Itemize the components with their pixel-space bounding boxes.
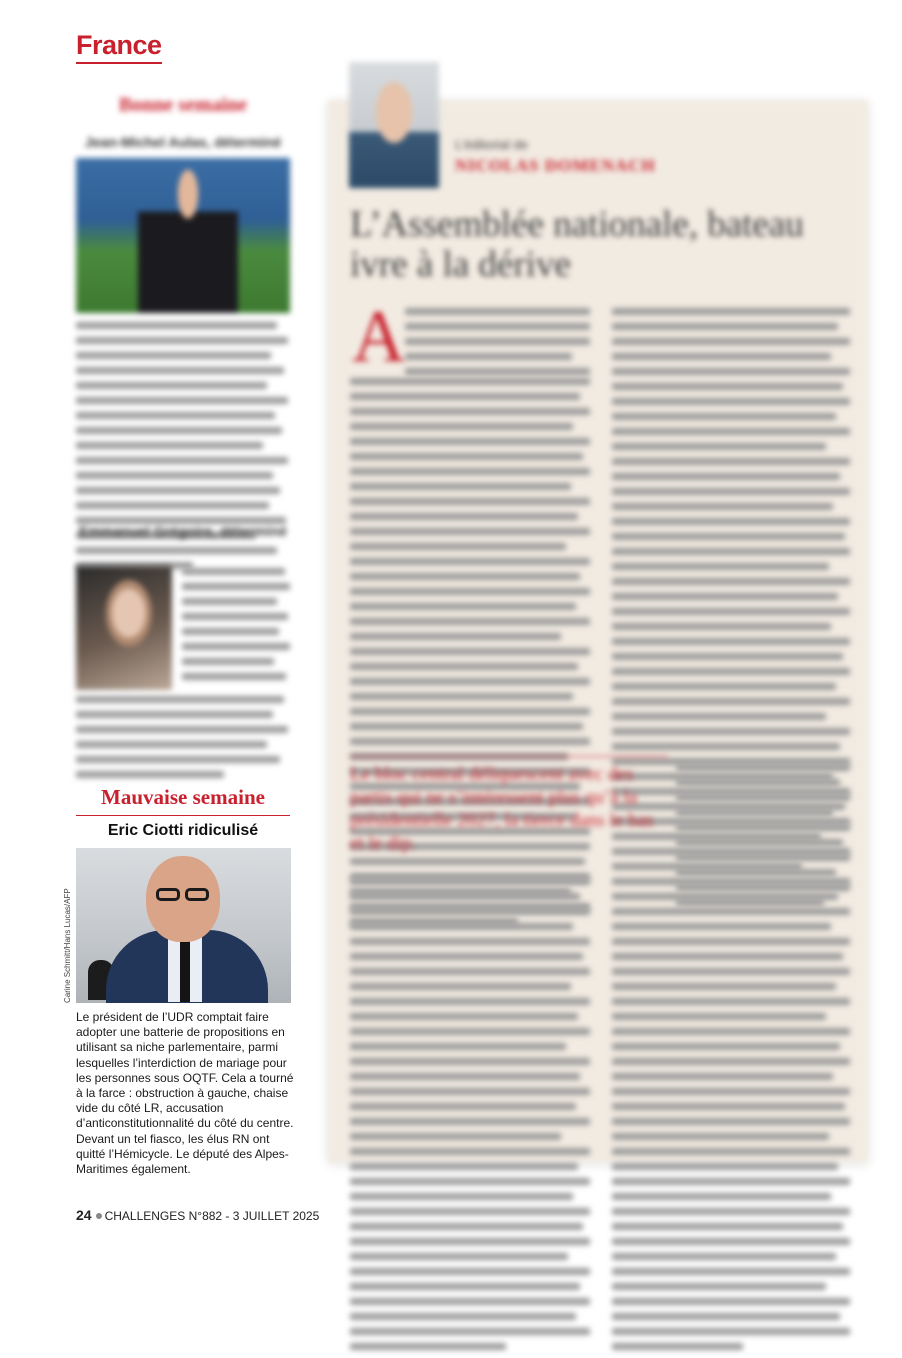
- good-week-second-body-side: [182, 568, 290, 688]
- good-week-second-body: [76, 696, 288, 786]
- pull-quote-rule: [350, 756, 668, 757]
- editorial-column-2c: [612, 878, 850, 1358]
- good-week-subtitle: Jean-Michel Aulas, déterminé: [84, 134, 282, 150]
- pull-quote: Le bloc central déliquescent avec des partis qui ne s’intéressent plus qu’à la présidentielle 2027, la tierce dans le bas et le dip.: [350, 764, 654, 854]
- bad-week-subtitle: Eric Ciotti ridiculisé: [107, 822, 259, 839]
- author-photo: [349, 62, 439, 188]
- good-week-photo: [76, 158, 290, 313]
- section-underline: [76, 62, 162, 64]
- editorial-column-1a: [405, 308, 590, 383]
- photo-credit: Carine Schmitt/Hans Lucas/AFP: [63, 888, 72, 1003]
- good-week-heading: Bonne semaine: [118, 94, 248, 116]
- editorial-author: NICOLAS DOMENACH: [455, 156, 656, 175]
- eric-ciotti-photo: [76, 848, 291, 1003]
- publication-info: CHALLENGES N°882 - 3 JUILLET 2025: [104, 1209, 320, 1223]
- bullet-icon: [96, 1213, 102, 1219]
- page-number: 24: [76, 1207, 92, 1223]
- bad-week-heading: Mauvaise semaine: [101, 785, 265, 809]
- editorial-headline: L’Assemblée nationale, bateau ivre à la dérive: [350, 204, 804, 285]
- section-title: France: [76, 30, 162, 60]
- page-footer: [76, 1207, 319, 1223]
- bad-week-body: Le président de l’UDR comptait faire adopter une batterie de propositions en utilisant sa niche parlementaire, parmi lesquelles l’interdiction de mariage pour les personnes sous OQTF. Cela a tourné à la farce : obstruction à gauche, chaise vide du côté LR, accusation d’anticonstitutionnalité du côté du centre. Devant un tel fiasco, les élus RN ont quitté l’Hémicycle. Le député des Alpes-Maritimes également.: [76, 1010, 294, 1177]
- editorial-column-1c: [350, 878, 590, 1358]
- good-week-second-photo: [76, 566, 172, 690]
- editorial-kicker: L’éditorial de: [455, 137, 528, 152]
- editorial-dropcap: A: [352, 296, 406, 378]
- good-week-second-subtitle: Emmanuel Grégoire, déterminé: [79, 523, 287, 539]
- bad-week-rule: [76, 815, 290, 816]
